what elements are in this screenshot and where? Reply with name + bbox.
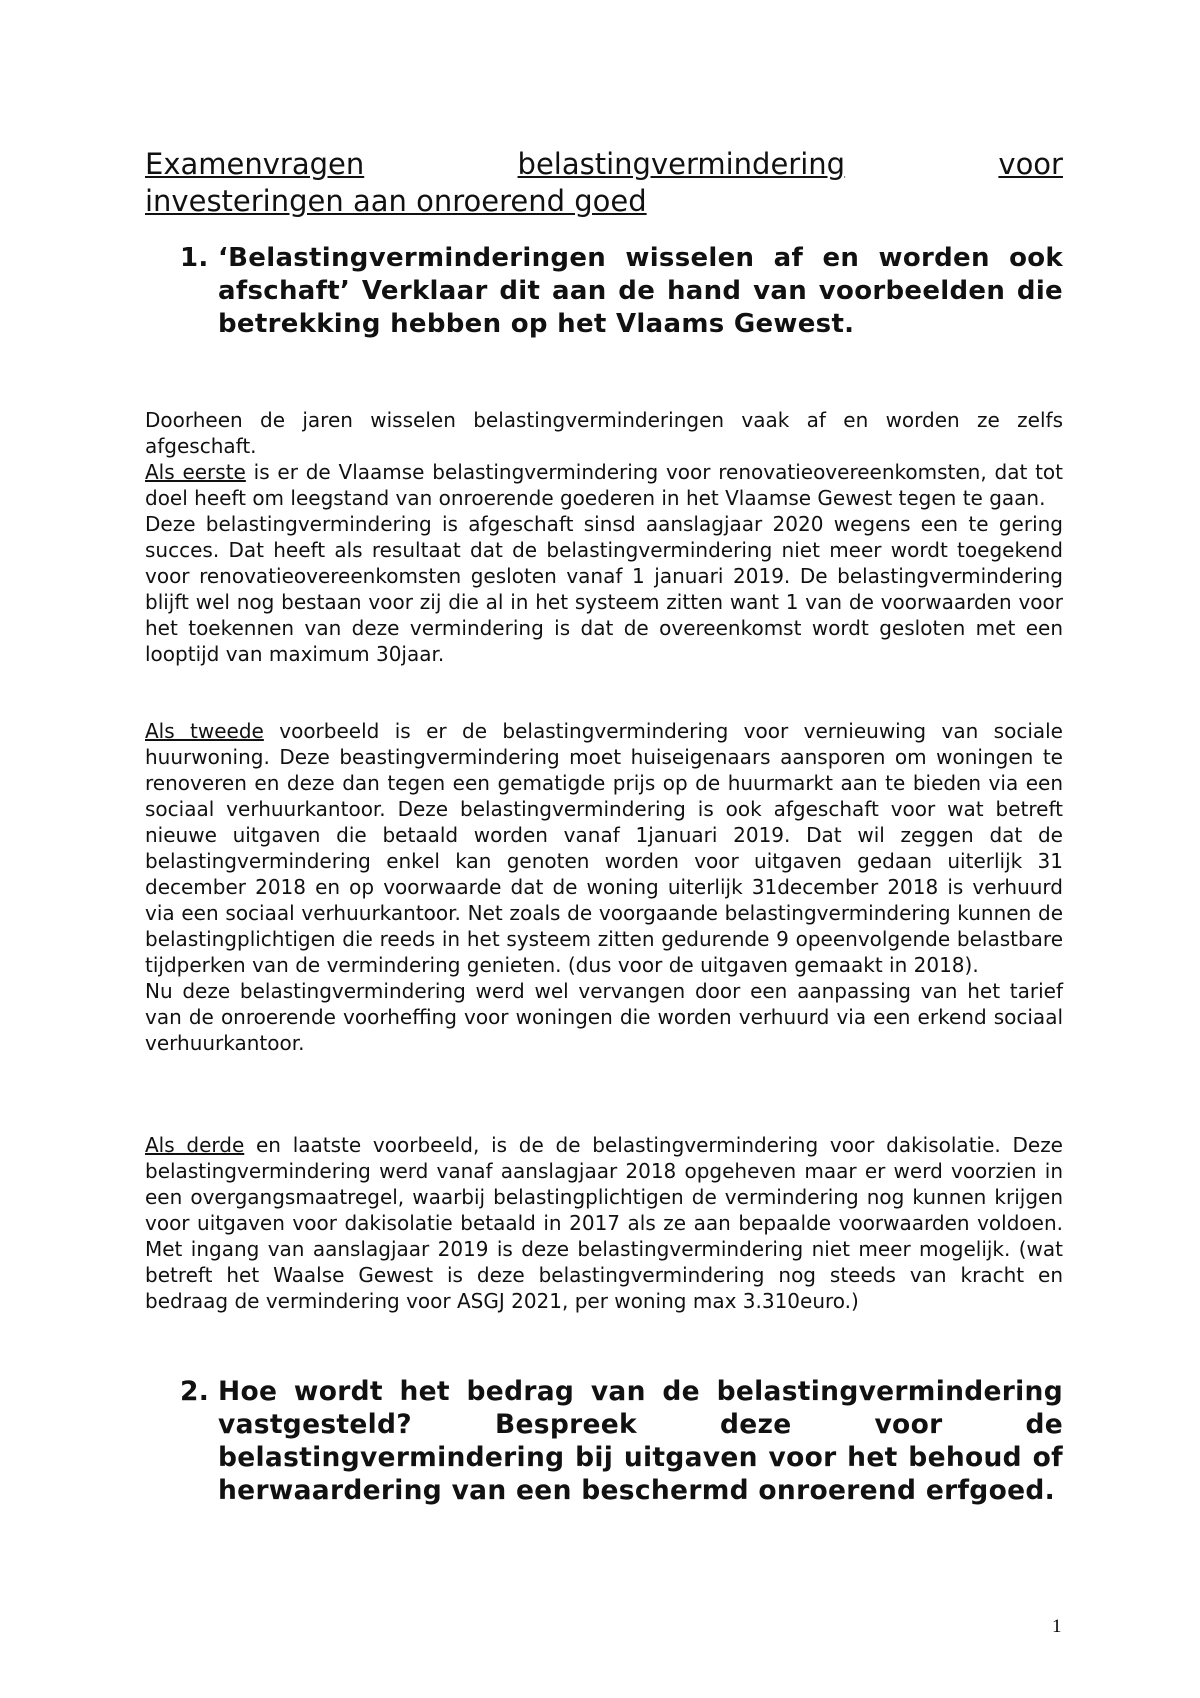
question-text: ‘Belastingverminderingen wisselen af en worden ook afschaft’ Verklaar dit aan de hand van voorbeelden die betrekking hebben op het Vlaams Gewest. [218,243,1063,339]
question-number: 2. [180,1376,210,1407]
second-example-paragraph [145,718,1063,978]
intro-paragraph: Doorheen de jaren wisselen belastingverminderingen vaak af en worden ze zelfs afgeschaft. [145,408,1063,458]
title-word: Examenvragen [145,147,365,181]
second-example-continuation: Nu deze belastingvermindering werd wel vervangen door een aanpassing van het tarief van de onroerende voorheffing voor woningen die worden verhuurd via een erkend sociaal verhuurkantoor. [145,979,1063,1055]
second-example-text: voorbeeld is er de belastingvermindering voor vernieuwing van sociale huurwoning. Deze beastingvermindering moet huiseigenaars aansporen om woningen te renoveren en deze dan tegen een gematigde prijs op de huurmarkt aan te bieden via een sociaal verhuurkantoor. Deze belastingvermindering is ook afgeschaft voor wat betreft nieuwe uitgaven die betaald worden vanaf 1januari 2019. Dat wil zeggen dat de belastingvermindering enkel kan genoten worden voor uitgaven gedaan uiterlijk 31 december 2018 en op voorwaarde dat de woning uiterlijk 31december 2018 is verhuurd via een sociaal verhuurkantoor. Net zoals de voorgaande belastingvermindering kunnen de belastingplichtigen die reeds in het systeem zitten gedurende 9 opeenvolgende belastbare tijdperken van de vermindering genieten. (dus voor de uitgaven gemaakt in 2018). [145,719,1063,977]
question-2 [145,1375,1063,1507]
third-example-label: Als derde [145,1133,245,1157]
answer-section-2 [145,718,1063,1056]
first-example-text: is er de Vlaamse belastingvermindering voor renovatieovereenkomsten, dat tot doel heeft om leegstand van onroerende goederen in het Vlaamse Gewest tegen te gaan. [145,460,1063,510]
first-example-label: Als eerste [145,460,246,484]
document-title [145,146,1063,220]
title-line-1 [145,146,1063,183]
second-example-label: Als tweede [145,719,264,743]
title-word: belastingvermindering [517,147,846,181]
first-example-paragraph [145,459,1063,511]
question-number: 1. [180,243,209,273]
title-line-2: investeringen aan onroerend goed [145,184,647,218]
answer-section-1 [145,407,1063,667]
title-word: voor [998,147,1063,181]
page-number: 1 [1052,1616,1062,1637]
question-1 [145,242,1063,341]
third-example-text: en laatste voorbeeld, is de de belastingvermindering voor dakisolatie. Deze belastingvermindering werd vanaf aanslagjaar 2018 opgeheven maar er werd voorzien in een overgangsmaatregel, waarbij belastingplichtigen de vermindering nog kunnen krijgen voor uitgaven voor dakisolatie betaald in 2017 als ze aan bepaalde voorwaarden voldoen. Met ingang van aanslagjaar 2019 is deze belastingvermindering niet meer mogelijk. (wat betreft het Waalse Gewest is deze belastingvermindering nog steeds van kracht en bedraag de vermindering voor ASGJ 2021, per woning max 3.310euro.) [145,1133,1063,1313]
first-example-continuation: Deze belastingvermindering is afgeschaft sinsd aanslagjaar 2020 wegens een te gering succes. Dat heeft als resultaat dat de belastingvermindering niet meer wordt toegekend voor renovatieovereenkomsten gesloten vanaf 1 januari 2019. De belastingvermindering blijft wel nog bestaan voor zij die al in het systeem zitten want 1 van de voorwaarden voor het toekennen van deze vermindering is dat de overeenkomst wordt gesloten met een looptijd van maximum 30jaar. [145,512,1063,666]
third-example-paragraph [145,1132,1063,1314]
question-text: Hoe wordt het bedrag van de belastingvermindering vastgesteld? Bespreek deze voor de belastingvermindering bij uitgaven voor het behoud of herwaardering van een beschermd onroerend erfgoed. [218,1376,1063,1506]
answer-section-3 [145,1132,1063,1314]
